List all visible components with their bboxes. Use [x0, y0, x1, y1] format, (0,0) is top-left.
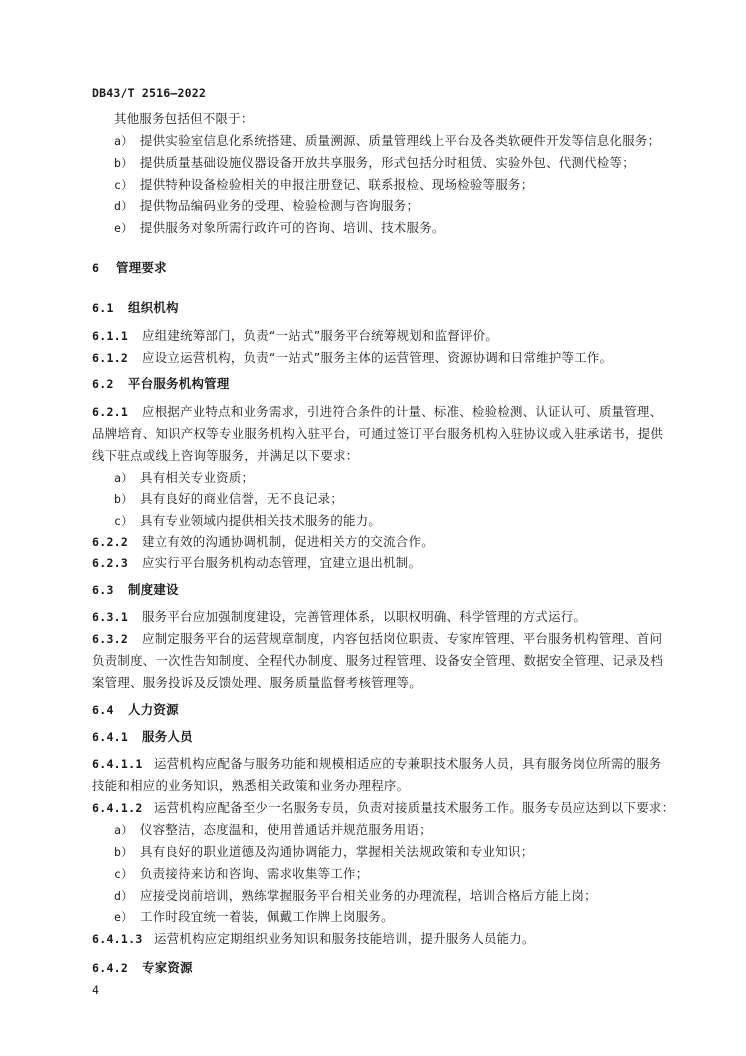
- clause-text: 运营机构应定期组织业务知识和服务技能培训，提升服务人员能力。: [154, 931, 535, 946]
- list-item: [114, 155, 635, 171]
- clause-number: 6.2.2: [92, 535, 129, 549]
- section-number: 6.2: [92, 377, 114, 391]
- clause-continuation: 线下驻点或线上咨询等服务，并满足以下要求：: [92, 448, 359, 463]
- list-item: [114, 133, 660, 149]
- clause-6-3-2: [92, 631, 662, 647]
- section-number: 6.4.1: [92, 730, 129, 744]
- section-heading-6-4-2: [92, 960, 193, 976]
- section-heading-6: [92, 260, 167, 276]
- list-text: 负责接待来访和咨询、需求收集等工作；: [140, 866, 369, 881]
- list-label: a）: [114, 134, 134, 148]
- list-label: a）: [114, 471, 134, 485]
- list-text: 工作时段宜统一着装，佩戴工作牌上岗服务。: [140, 909, 394, 924]
- clause-text: 应制定服务平台的运营规章制度，内容包括岗位职责、专家库管理、平台服务机构管理、首问: [142, 631, 663, 646]
- clause-6-4-1-1: [92, 756, 662, 772]
- clause-number: 6.4.1.3: [92, 932, 143, 946]
- list-item: [114, 177, 533, 193]
- list-text: 提供实验室信息化系统搭建、质量溯源、质量管理线上平台及各类软硬件开发等信息化服务；: [140, 133, 661, 148]
- list-label: d）: [114, 199, 134, 213]
- clause-continuation: 负责制度、一次性告知制度、全程代办制度、服务过程管理、设备安全管理、数据安全管理、记录及档: [92, 653, 664, 668]
- section-heading-6-2: [92, 376, 230, 392]
- list-text: 具有良好的商业信誉，无不良记录；: [140, 491, 344, 506]
- clause-6-1-1: [92, 328, 498, 344]
- list-label: e）: [114, 221, 134, 235]
- section-heading-6-4: [92, 702, 179, 718]
- clause-continuation: 品牌培育、知识产权等专业服务机构入驻平台，可通过签订平台服务机构入驻协议或入驻承诺书，提供: [92, 426, 664, 441]
- clause-number: 6.4.1.1: [92, 757, 143, 771]
- list-label: b）: [114, 492, 134, 506]
- clause-6-2-2: [92, 534, 434, 550]
- section-title: 人力资源: [128, 702, 179, 717]
- list-text: 具有专业领域内提供相关技术服务的能力。: [140, 513, 382, 528]
- clause-number: 6.2.1: [92, 405, 129, 419]
- list-text: 仪容整洁，态度温和，使用普通话并规范服务用语；: [140, 822, 432, 837]
- clause-number: 6.3.1: [92, 610, 129, 624]
- section-number: 6.4.2: [92, 961, 129, 975]
- clause-text: 应设立运营机构，负责“一站式”服务主体的运营管理、资源协调和日常维护等工作。: [142, 350, 613, 365]
- clause-number: 6.1.1: [92, 329, 129, 343]
- list-label: b）: [114, 845, 134, 859]
- list-label: c）: [114, 867, 134, 881]
- list-item: [114, 888, 597, 904]
- clause-number: 6.1.2: [92, 351, 129, 365]
- clause-text: 运营机构应配备至少一名服务专员，负责对接质量技术服务工作。服务专员应达到以下要求：: [154, 800, 675, 815]
- clause-text: 应实行平台服务机构动态管理，宜建立退出机制。: [142, 555, 422, 570]
- list-text: 具有相关专业资质；: [140, 470, 255, 485]
- list-item: [114, 470, 254, 486]
- list-item: [114, 909, 394, 925]
- list-text: 应接受岗前培训，熟练掌握服务平台相关业务的办理流程，培训合格后方能上岗；: [140, 888, 597, 903]
- clause-text: 服务平台应加强制度建设，完善管理体系，以职权明确、科学管理的方式运行。: [142, 609, 587, 624]
- section-heading-6-1: [92, 300, 179, 316]
- section-title: 管理要求: [116, 260, 167, 275]
- list-text: 具有良好的职业道德及沟通协调能力，掌握相关法规政策和专业知识；: [140, 844, 534, 859]
- list-text: 提供特种设备检验相关的申报注册登记、联系报检、现场检验等服务；: [140, 177, 534, 192]
- section-number: 6: [92, 261, 100, 275]
- section-title: 组织机构: [128, 300, 179, 315]
- section-number: 6.1: [92, 301, 114, 315]
- section-title: 服务人员: [142, 729, 193, 744]
- section-heading-6-3: [92, 582, 179, 598]
- list-text: 提供质量基础设施仪器设备开放共享服务，形式包括分时租赁、实验外包、代测代检等；: [140, 155, 635, 170]
- clause-text: 建立有效的沟通协调机制，促进相关方的交流合作。: [142, 534, 434, 549]
- list-label: d）: [114, 889, 134, 903]
- list-item: [114, 220, 445, 236]
- list-item: [114, 844, 533, 860]
- list-item: [114, 866, 368, 882]
- clause-6-4-1-2: [92, 800, 674, 816]
- clause-number: 6.2.3: [92, 556, 129, 570]
- clause-number: 6.4.1.2: [92, 801, 143, 815]
- section-title: 平台服务机构管理: [128, 376, 230, 391]
- list-item: [114, 513, 381, 529]
- clause-6-2-3: [92, 555, 421, 571]
- list-text: 提供服务对象所需行政许可的咨询、培训、技术服务。: [140, 220, 445, 235]
- list-text: 提供物品编码业务的受理、检验检测与咨询服务；: [140, 198, 420, 213]
- clause-text: 应根据产业特点和业务需求，引进符合条件的计量、标准、检验检测、认证认可、质量管理、: [142, 404, 663, 419]
- clause-text: 运营机构应配备与服务功能和规模相适应的专兼职技术服务人员，具有服务岗位所需的服务: [154, 756, 662, 771]
- list-item: [114, 491, 343, 507]
- section-heading-6-4-1: [92, 729, 193, 745]
- list-label: b）: [114, 156, 134, 170]
- list-label: e）: [114, 910, 134, 924]
- list-item: [114, 822, 432, 838]
- list-label: a）: [114, 823, 134, 837]
- clause-6-2-1: [92, 404, 662, 420]
- document-header-code: DB43/T 2516—2022: [92, 86, 206, 100]
- section-number: 6.4: [92, 703, 114, 717]
- clause-text: 应组建统筹部门，负责“一站式”服务平台统筹规划和监督评价。: [142, 328, 499, 343]
- page-number: 4: [92, 983, 100, 997]
- clause-6-3-1: [92, 609, 586, 625]
- section-number: 6.3: [92, 583, 114, 597]
- list-label: c）: [114, 514, 134, 528]
- clause-continuation: 案管理、服务投诉及反馈处理、服务质量监督考核管理等。: [92, 675, 422, 690]
- clause-number: 6.3.2: [92, 632, 129, 646]
- clause-6-4-1-3: [92, 931, 535, 947]
- section-title: 专家资源: [142, 960, 193, 975]
- list-label: c）: [114, 178, 134, 192]
- clause-continuation: 技能和相应的业务知识，熟悉相关政策和业务办理程序。: [92, 778, 410, 793]
- list-item: [114, 198, 419, 214]
- section-title: 制度建设: [128, 582, 179, 597]
- intro-paragraph: 其他服务包括但不限于：: [114, 111, 254, 126]
- clause-6-1-2: [92, 350, 612, 366]
